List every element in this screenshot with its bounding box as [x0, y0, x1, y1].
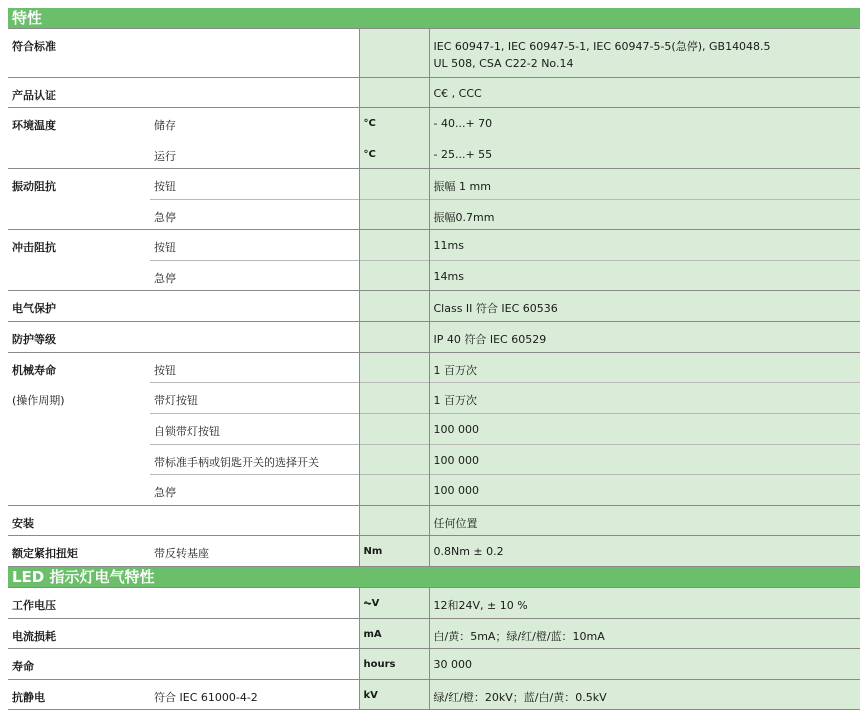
row-sublabel: 运行	[154, 149, 176, 163]
row-label: 环境温度	[8, 108, 150, 139]
row-value: 30 000	[429, 649, 860, 680]
row-value: 1 百万次	[429, 353, 860, 383]
row-unit	[359, 230, 429, 261]
table-row	[8, 139, 860, 169]
row-unit: kV	[359, 680, 429, 710]
row-unit	[359, 322, 429, 353]
section-header-characteristics: 特性	[8, 8, 860, 28]
row-unit	[359, 445, 429, 475]
row-unit	[359, 78, 429, 108]
row-value-line2: UL 508, CSA C22-2 No.14	[433, 57, 574, 70]
table-row	[8, 680, 860, 710]
table-row	[8, 383, 860, 414]
table-row	[8, 200, 860, 230]
row-label	[8, 200, 150, 230]
row-unit	[359, 383, 429, 414]
row-label: 冲击阻抗	[8, 230, 150, 261]
row-value: 绿/红/橙：20kV；蓝/白/黄：0.5kV	[429, 680, 860, 710]
row-unit	[359, 200, 429, 230]
row-value: Class II 符合 IEC 60536	[429, 291, 860, 322]
section-header-led-electrical: LED 指示灯电气特性	[8, 567, 860, 587]
table-row	[8, 619, 860, 649]
table-row	[8, 649, 860, 680]
row-value: 任何位置	[429, 506, 860, 536]
row-sublabel: 按钮	[150, 353, 359, 383]
row-label	[8, 445, 150, 475]
row-value: 12和24V, ± 10 %	[429, 588, 860, 619]
row-sublabel	[150, 649, 359, 680]
row-sublabel: 储存	[150, 108, 359, 139]
row-sublabel	[150, 291, 359, 322]
table-row	[8, 230, 860, 261]
row-unit	[359, 291, 429, 322]
row-unit	[359, 414, 429, 445]
table-row	[8, 475, 860, 506]
row-value: 100 000	[429, 445, 860, 475]
table-row	[8, 414, 860, 445]
row-unit	[359, 169, 429, 200]
table-row	[8, 29, 860, 78]
row-value: 振幅 1 mm	[429, 169, 860, 200]
row-label: 机械寿命	[8, 353, 150, 383]
row-sublabel: 带标准手柄或钥匙开关的选择开关	[150, 445, 359, 475]
row-sublabel	[150, 78, 359, 108]
table-row	[8, 445, 860, 475]
row-sublabel	[150, 29, 359, 78]
row-label: 电流损耗	[8, 619, 150, 649]
row-unit: °C	[359, 139, 429, 169]
row-value	[429, 29, 860, 78]
table-row	[8, 78, 860, 108]
row-sublabel	[150, 506, 359, 536]
row-value: 14ms	[429, 261, 860, 291]
row-label: 防护等级	[8, 322, 150, 353]
row-value: C€ , CCC	[429, 78, 860, 108]
row-label	[8, 414, 150, 445]
row-value: 100 000	[429, 414, 860, 445]
row-label: 产品认证	[8, 78, 150, 108]
row-label	[8, 139, 150, 169]
row-label: 抗静电	[8, 680, 150, 710]
table-row	[8, 506, 860, 536]
row-value: 11ms	[429, 230, 860, 261]
row-unit: mA	[359, 619, 429, 649]
row-sublabel: 按钮	[150, 169, 359, 200]
table-row	[8, 353, 860, 383]
row-unit	[359, 475, 429, 506]
row-sublabel: 自锁带灯按钮	[150, 414, 359, 445]
row-sublabel	[150, 588, 359, 619]
row-unit: Nm	[359, 536, 429, 567]
row-label: (操作周期)	[12, 393, 65, 407]
row-label: 额定紧扣扭矩	[8, 536, 150, 567]
row-value: 0.8Nm ± 0.2	[429, 536, 860, 567]
row-sublabel	[150, 619, 359, 649]
characteristics-table	[8, 28, 860, 567]
led-electrical-table	[8, 587, 860, 710]
table-row	[8, 261, 860, 291]
row-sublabel: 带反转基座	[150, 536, 359, 567]
row-sublabel	[150, 322, 359, 353]
row-value: 白/黄：5mA；绿/红/橙/蓝：10mA	[429, 619, 860, 649]
row-label	[8, 475, 150, 506]
row-unit: °C	[359, 108, 429, 139]
table-row	[8, 108, 860, 139]
row-sublabel: 按钮	[150, 230, 359, 261]
row-unit	[359, 506, 429, 536]
row-sublabel: 急停	[150, 475, 359, 506]
spec-page	[8, 8, 860, 710]
row-unit: hours	[359, 649, 429, 680]
row-label: 电气保护	[8, 291, 150, 322]
row-unit	[359, 261, 429, 291]
row-value: IP 40 符合 IEC 60529	[429, 322, 860, 353]
row-value: - 25...+ 55	[429, 139, 860, 169]
row-label: 工作电压	[8, 588, 150, 619]
table-row	[8, 291, 860, 322]
row-value: - 40...+ 70	[429, 108, 860, 139]
row-unit	[359, 29, 429, 78]
row-label: 符合标准	[8, 29, 150, 78]
row-sublabel: 带灯按钮	[150, 383, 359, 414]
row-sublabel: 急停	[150, 261, 359, 291]
row-unit	[359, 353, 429, 383]
row-value: 100 000	[429, 475, 860, 506]
row-sublabel: 符合 IEC 61000-4-2	[150, 680, 359, 710]
row-label: 安装	[8, 506, 150, 536]
table-row	[8, 169, 860, 200]
row-sublabel: 急停	[150, 200, 359, 230]
row-label: 振动阻抗	[8, 169, 150, 200]
table-row	[8, 536, 860, 567]
row-value: 振幅0.7mm	[429, 200, 860, 230]
table-row	[8, 588, 860, 619]
row-value: 1 百万次	[429, 383, 860, 414]
row-value-line1: IEC 60947-1, IEC 60947-5-1, IEC 60947-5-5(急停), GB14048.5	[433, 40, 771, 53]
row-label: 寿命	[8, 649, 150, 680]
table-row	[8, 322, 860, 353]
row-label	[8, 261, 150, 291]
row-unit: ⏦V	[359, 588, 429, 619]
